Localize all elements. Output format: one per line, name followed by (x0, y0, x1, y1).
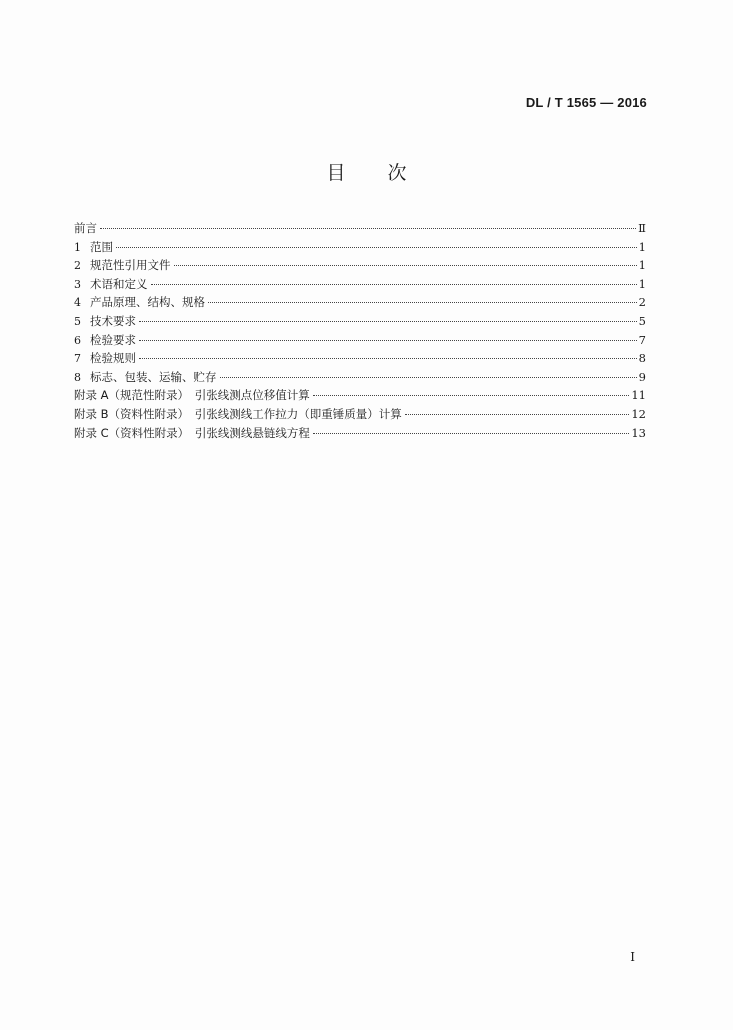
toc-entry-label: 检验规则 (90, 351, 136, 366)
toc-entry-page: 12 (631, 406, 646, 421)
toc-leader (174, 265, 637, 266)
toc-entry-page: 13 (631, 425, 646, 440)
toc-entry-foreword[interactable] (74, 219, 646, 238)
toc-entry-page: 7 (638, 332, 646, 347)
toc-entry-4[interactable] (74, 293, 646, 312)
toc-entry-label: 附录 A（规范性附录） 引张线测点位移值计算 (74, 388, 310, 403)
toc-entry-3[interactable] (74, 275, 646, 294)
toc-entry-number: 3 (74, 277, 81, 291)
toc-leader (139, 358, 637, 359)
toc-entry-7[interactable] (74, 349, 646, 368)
toc-entry-1[interactable] (74, 238, 646, 257)
toc-entry-page: 11 (631, 388, 646, 403)
toc-entry-appendix-c[interactable] (74, 424, 646, 443)
toc-leader (116, 247, 637, 248)
standard-code: DL / T 1565 — 2016 (525, 95, 647, 110)
toc-title-right: 次 (387, 162, 407, 184)
toc-title (0, 158, 733, 185)
toc-entry-label: 范围 (90, 239, 113, 254)
toc-entry-6[interactable] (74, 331, 646, 350)
toc-entry-appendix-b[interactable] (74, 405, 646, 424)
toc-entry-page: 5 (638, 313, 646, 328)
toc-leader (313, 433, 629, 434)
toc-entry-page: 8 (638, 351, 646, 366)
toc-leader (405, 414, 630, 415)
toc-entry-number: 6 (74, 333, 81, 347)
page-number: I (630, 950, 635, 964)
toc-entry-number: 4 (74, 296, 81, 310)
toc-entry-page: 2 (638, 295, 646, 310)
toc-entry-label: 术语和定义 (90, 276, 148, 291)
toc-leader (313, 395, 630, 396)
toc-leader (220, 377, 637, 378)
toc-entry-8[interactable] (74, 368, 646, 387)
toc-leader (151, 284, 637, 285)
toc-entry-label: 检验要求 (90, 332, 136, 347)
toc-leader (139, 321, 637, 322)
toc-entry-page: 1 (638, 276, 646, 291)
toc-leader (139, 340, 637, 341)
toc-entry-number: 7 (74, 352, 81, 366)
toc-entry-page: Ⅱ (638, 221, 646, 235)
toc-entry-2[interactable] (74, 256, 646, 275)
toc-leader (208, 302, 637, 303)
toc-entry-label: 前言 (74, 221, 97, 235)
toc-title-left: 目 (326, 162, 346, 184)
toc-entry-5[interactable] (74, 312, 646, 331)
toc-entry-page: 1 (638, 239, 646, 254)
toc-leader (100, 228, 636, 229)
toc-entry-number: 1 (74, 240, 81, 254)
toc-entry-label: 规范性引用文件 (90, 258, 171, 273)
table-of-contents (74, 219, 646, 442)
toc-entry-label: 标志、包装、运输、贮存 (90, 369, 217, 384)
toc-entry-number: 5 (74, 314, 81, 328)
toc-entry-label: 附录 C（资料性附录） 引张线测线悬链线方程 (74, 425, 310, 440)
toc-entry-label: 技术要求 (90, 313, 136, 328)
toc-entry-appendix-a[interactable] (74, 386, 646, 405)
toc-entry-number: 2 (74, 259, 81, 273)
toc-entry-page: 1 (638, 258, 646, 273)
toc-entry-page: 9 (638, 369, 646, 384)
toc-entry-label: 产品原理、结构、规格 (90, 295, 205, 310)
toc-entry-label: 附录 B（资料性附录） 引张线测线工作拉力（即重锤质量）计算 (74, 406, 402, 421)
toc-entry-number: 8 (74, 370, 81, 384)
